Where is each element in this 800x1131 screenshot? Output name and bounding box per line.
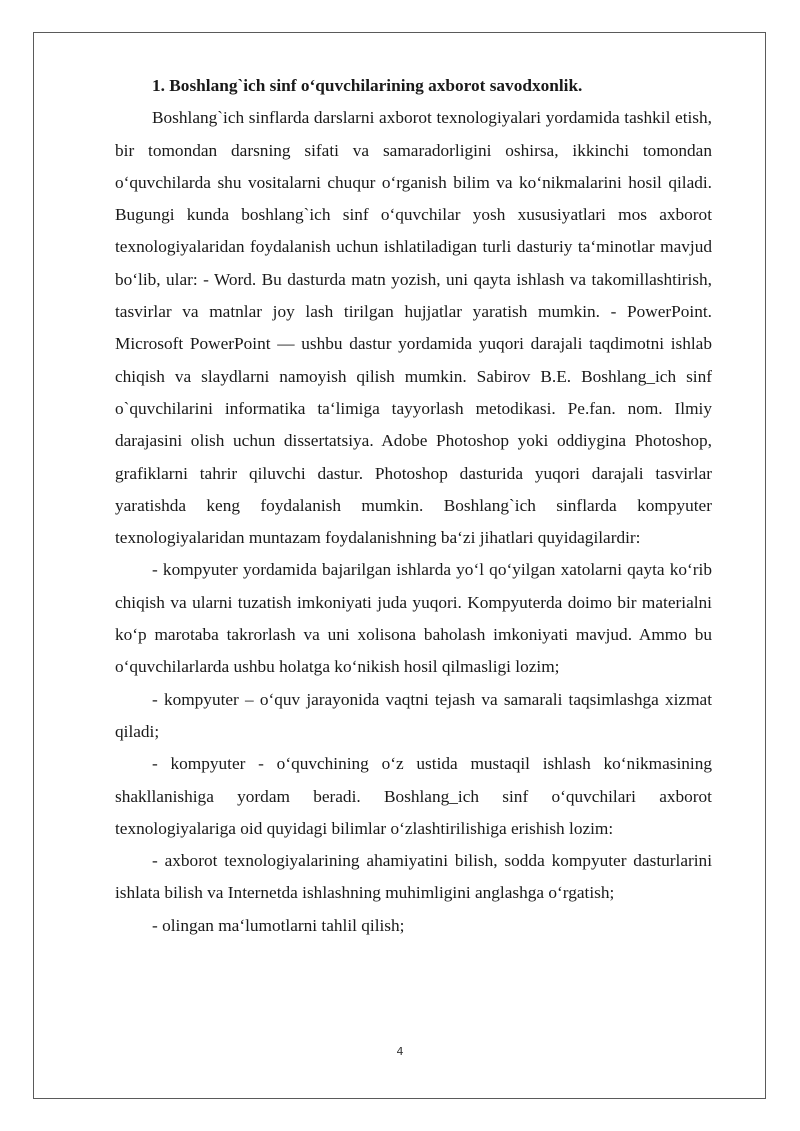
paragraph-bullet-time: - kompyuter – o‘quv jarayonida vaqtni tejash va samarali taqsimlashga xizmat qiladi;	[115, 689, 712, 741]
paragraph-bullet-independent: - kompyuter - o‘quvchining o‘z ustida mustaqil ishlash ko‘nikmasining shakllanishiga yordam beradi. Boshlang_ich sinf o‘quvchilari axborot texnologiyalariga oid quyidagi bilimlar o‘zlashtirilishiga erishish lozim:	[115, 754, 712, 838]
section-heading: 1. Boshlang`ich sinf o‘quvchilarining axborot savodxonlik.	[152, 76, 583, 95]
paragraph-intro: Boshlang`ich sinflarda darslarni axborot texnologiyalari yordamida tashkil etish, bir tomondan darsning sifati va samaradorligini oshirsa, ikkinchi tomondan o‘quvchilarda shu vositalarni chuqur o‘rganish bilim va ko‘nikmalarini hosil qiladi. Bugungi kunda boshlang`ich sinf o‘quvchilar yosh xususiyatlari mos axborot texnologiyalaridan foydalanish uchun ishlatiladigan turli dasturiy ta‘minotlar mavjud bo‘lib, ular: - Word. Bu dasturda matn yozish, uni qayta ishlash va takomillashtirish, tasvirlar va matnlar joy lash tirilgan hujjatlar yaratish mumkin. - PowerPoint. Microsoft PowerPoint — ushbu dastur yordamida yuqori darajali taqdimotni ishlab chiqish va slaydlarni namoyish qilish mumkin. Sabirov B.E. Boshlang_ich sinf o`quvchilarini informatika ta‘limiga tayyorlash metodikasi. Pe.fan. nom. Ilmiy darajasini olish uchun dissertatsiya. Adobe Photoshop yoki oddiygina Photoshop, grafiklarni tahrir qiluvchi dastur. Photoshop dasturida yuqori darajali tasvirlar yaratishda keng foydalanish mumkin. Boshlang`ich sinflarda kompyuter texnologiyalaridan muntazam foydalanishning ba‘zi jihatlari quyidagilardir:	[115, 108, 712, 548]
document-body	[115, 70, 712, 942]
paragraph-bullet-errors: - kompyuter yordamida bajarilgan ishlarda yo‘l qo‘yilgan xatolarni qayta ko‘rib chiqish va ularni tuzatish imkoniyati juda yuqori. Kompyuterda doimo bir materialni ko‘p marotaba takrorlash va uni xolisona baholash imkoniyati mavjud. Ammo bu o‘quvchilarlarda ushbu holatga ko‘nikish hosil qilmasligi lozim;	[115, 560, 712, 677]
paragraph-bullet-importance: - axborot texnologiyalarining ahamiyatini bilish, sodda kompyuter dasturlarini ishlata bilish va Internetda ishlashning muhimligini anglashga o‘rgatish;	[115, 851, 712, 903]
paragraph-bullet-analysis: - olingan ma‘lumotlarni tahlil qilish;	[152, 915, 405, 935]
page-number: 4	[396, 1045, 404, 1058]
